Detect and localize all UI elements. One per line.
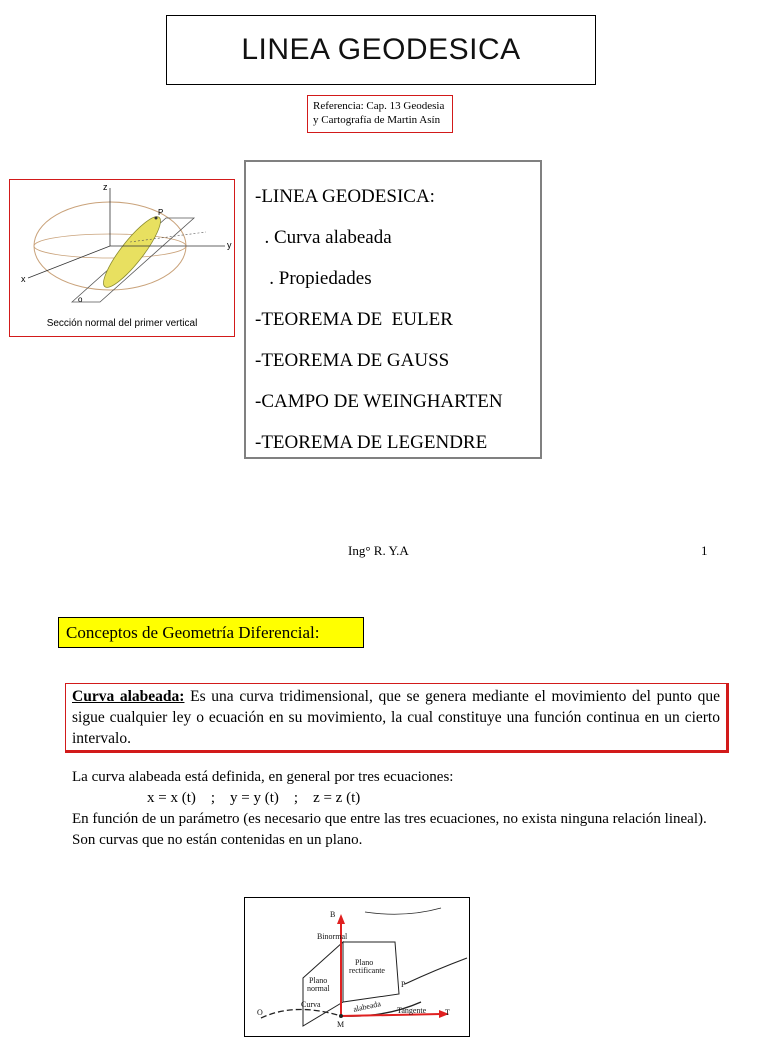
reference-box [307,95,453,133]
alabeada-label: alabeada [352,999,382,1014]
curve-label: Curva [301,1000,321,1009]
normal-plane-label-1: Plano [309,976,328,985]
frenet-figure [244,897,470,1037]
topic-item: -LINEA GEODESICA: [255,186,435,207]
body-paragraph [72,767,732,851]
parametric-equations: x = x (t) ; y = y (t) ; z = z (t) [147,790,361,806]
topic-item: -TEOREMA DE GAUSS [255,350,450,371]
body-line-2: En función de un parámetro (es necesario que entre las tres ecuaciones, no exista ninguna relación lineal). [72,811,707,827]
definition-term: Curva alabeada: [72,688,185,705]
point-p-label: P [401,980,406,989]
binormal-axis-label: B [330,910,336,919]
binormal-label: Binormal [317,932,348,941]
body-line-3: Son curvas que no están contenidas en un plano. [72,832,363,848]
definition-box [65,683,729,753]
reference-line-1: Referencia: Cap. 13 Geodesia [313,100,445,112]
axis-z-label: z [103,182,108,192]
topic-item: . Propiedades [255,268,372,289]
footer-author: Ing° R. Y.A [348,543,409,558]
topic-item: -TEOREMA DE LEGENDRE [255,432,488,453]
tangent-label: Tangente [397,1006,427,1015]
page-number: 1 [701,543,708,558]
ellipsoid-diagram [10,180,236,320]
topics-box [244,160,542,459]
axis-y-label: y [227,240,232,250]
rectifying-plane-label-2: rectificante [349,966,385,975]
point-p-label: P [158,208,164,217]
point-m-label: M [337,1020,345,1029]
ellipsoid-figure [9,179,235,337]
body-line-1: La curva alabeada está definida, en general por tres ecuaciones: [72,769,454,785]
topic-item: -TEOREMA DE EULER [255,309,453,330]
axis-x-label: x [21,274,26,284]
page-title: LINEA GEODESICA [241,33,521,66]
normal-plane-label-2: normal [307,984,330,993]
rectifying-plane-label-1: Plano [355,958,374,967]
origin-label: o [78,295,83,304]
ellipsoid-caption: Sección normal del primer vertical [46,318,198,329]
definition-text: Es una curva tridimensional, que se genera mediante el movimiento del punto que sigue cualquier ley o ecuación en su movimiento, la cual constituye una función continua en un cierto intervalo. [72,688,720,747]
tangent-axis-label: T [445,1008,450,1017]
title-box [166,15,596,85]
topic-item: . Curva alabeada [255,227,392,248]
section-heading: Conceptos de Geometría Diferencial: [58,617,364,648]
topic-item: -CAMPO DE WEINGHARTEN [255,391,503,412]
origin-label: O [257,1008,263,1017]
reference-line-2: y Cartografía de Martin Asín [313,114,441,126]
